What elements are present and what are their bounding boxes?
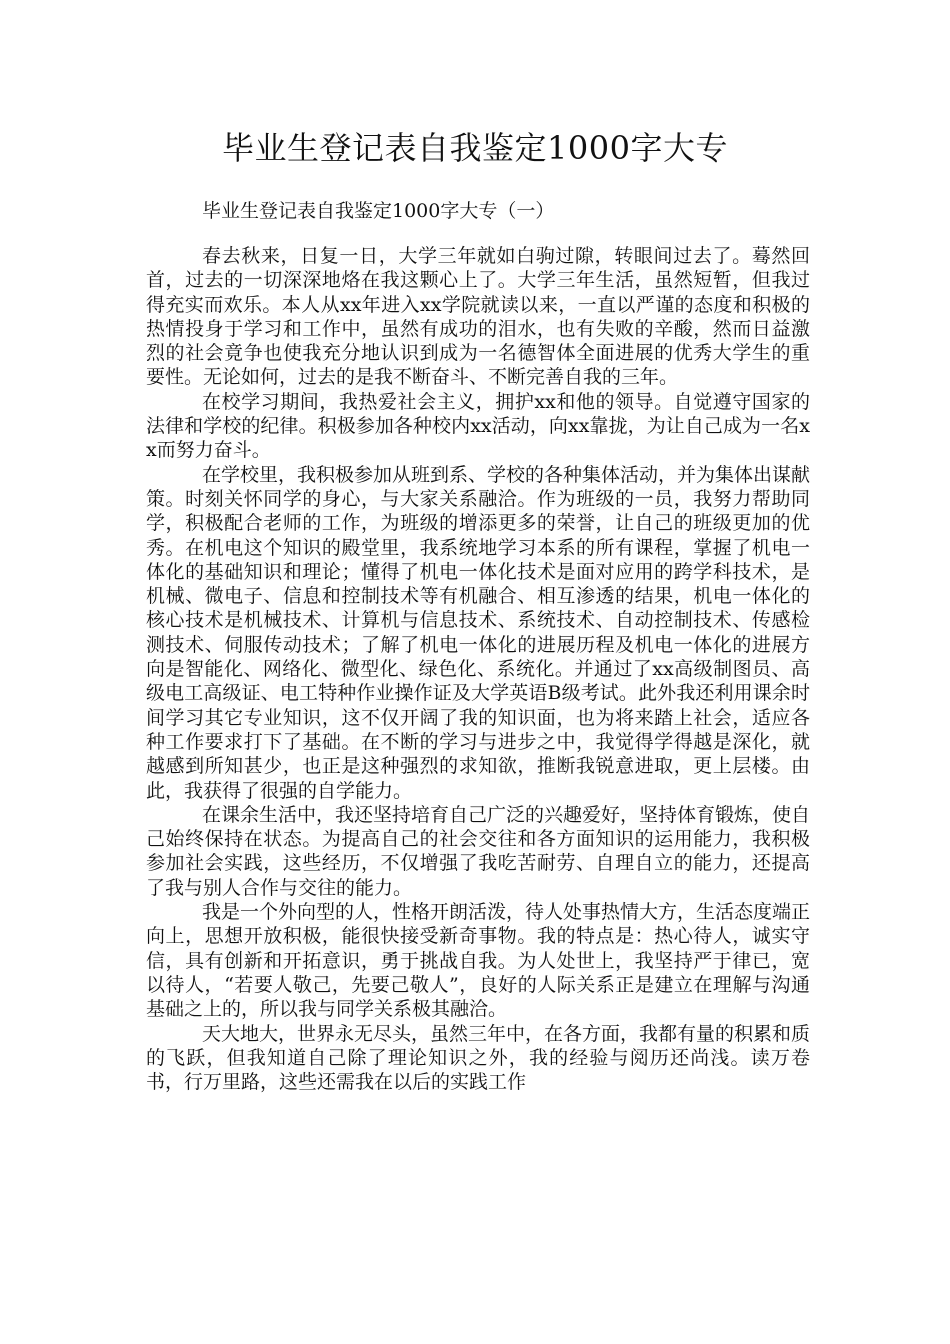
document-subtitle: 毕业生登记表自我鉴定1000字大专（一） <box>202 200 555 222</box>
paragraph: 春去秋来，日复一日，大学三年就如白驹过隙，转眼间过去了。蓦然回首，过去的一切深深地烙在我这颗心上了。大学三年生活，虽然短暂，但我过得充实而欢乐。本人从xx年进入xx学院就读以来，一直以严谨的态度和积极的热情投身于学习和工作中，虽然有成功的泪水，也有失败的辛酸，然而日益激烈的社会竟争也使我充分地认识到成为一名德智体全面进展的优秀大学生的重要性。无论如何，过去的是我不断奋斗、不断完善自我的三年。 <box>146 245 810 389</box>
paragraph: 在课余生活中，我还坚持培育自己广泛的兴趣爱好，坚持体育锻炼，使自己始终保持在状态。为提高自己的社会交往和各方面知识的运用能力，我积极参加社会实践，这些经历，不仅增强了我吃苦耐劳、自理自立的能力，还提高了我与别人合作与交往的能力。 <box>146 803 811 899</box>
paragraph: 在校学习期间，我热爱社会主义，拥护xx和他的领导。自觉遵守国家的法律和学校的纪律。积极参加各种校内xx活动，向xx靠拢，为让自己成为一名xx而努力奋斗。 <box>146 390 810 462</box>
paragraph: 天大地大，世界永无尽头，虽然三年中，在各方面，我都有量的积累和质的飞跃，但我知道自己除了理论知识之外，我的经验与阅历还尚浅。读万卷书，行万里路，这些还需我在以后的实践工作 <box>146 1022 811 1094</box>
document-title: 毕业生登记表自我鉴定1000字大专 <box>222 129 728 167</box>
paragraph: 在学校里，我积极参加从班到系、学校的各种集体活动，并为集体出谋献策。时刻关怀同学的身心，与大家关系融洽。作为班级的一员，我努力帮助同学，积极配合老师的工作，为班级的增添更多的荣誉，让自己的班级更加的优秀。在机电这个知识的殿堂里，我系统地学习本系的所有课程，掌握了机电一体化的基础知识和理论；懂得了机电一体化技术是面对应用的跨学科技术，是机械、微电子、信息和控制技术等有机融合、相互渗透的结果，机电一体化的核心技术是机械技术、计算机与信息技术、系统技术、自动控制技术、传感检测技术、伺服传动技术；了解了机电一体化的进展历程及机电一体化的进展方向是智能化、网络化、微型化、绿色化、系统化。并通过了xx高级制图员、高级电工高级证、电工特种作业操作证及大学英语B级考试。此外我还利用课余时间学习其它专业知识，这不仅开阔了我的知识面，也为将来踏上社会，适应各种工作要求打下了基础。在不断的学习与进步之中，我觉得学得越是深化，就越感到所知甚少，也正是这种强烈的求知欲，推断我锐意进取，更上层楼。由此，我获得了很强的自学能力。 <box>146 463 811 802</box>
paragraph: 我是一个外向型的人，性格开朗活泼，待人处事热情大方，生活态度端正向上，思想开放积极，能很快接受新奇事物。我的特点是：热心待人，诚实守信，具有创新和开拓意识，勇于挑战自我。为人处世上，我坚持严于律已，宽以待人，“若要人敬己，先要己敬人”，良好的人际关系正是建立在理解与沟通基础之上的，所以我与同学关系极其融洽。 <box>146 901 811 1021</box>
document-body <box>146 244 810 1094</box>
